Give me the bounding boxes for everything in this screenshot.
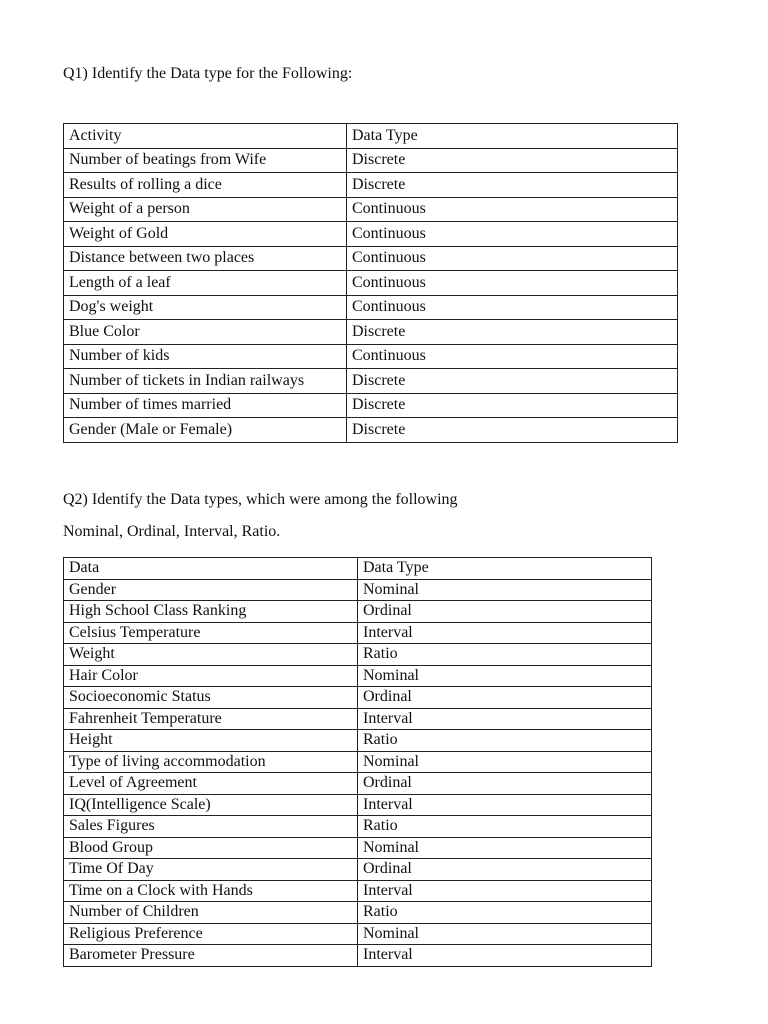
table-row <box>64 601 652 623</box>
q1-heading: Q1) Identify the Data type for the Following: <box>63 65 353 82</box>
row-type-cell: Discrete <box>347 320 678 345</box>
q2-header-row <box>64 558 652 580</box>
row-label-cell: Type of living accommodation <box>64 751 358 773</box>
q2-heading: Q2) Identify the Data types, which were among the following <box>63 491 458 508</box>
table-row <box>64 271 678 296</box>
table-row <box>64 579 652 601</box>
row-type-cell: Ordinal <box>358 859 652 881</box>
q1-header-row <box>64 124 678 149</box>
table-row <box>64 320 678 345</box>
q1-data-type-table <box>63 123 678 443</box>
row-type-cell: Ordinal <box>358 601 652 623</box>
q1-table-body <box>64 124 678 443</box>
row-label-cell: Number of beatings from Wife <box>64 148 347 173</box>
table-row <box>64 295 678 320</box>
row-label-cell: Weight of Gold <box>64 222 347 247</box>
table-row <box>64 859 652 881</box>
q1-header-activity: Activity <box>64 124 347 149</box>
row-type-cell: Ordinal <box>358 773 652 795</box>
row-type-cell: Ratio <box>358 902 652 924</box>
row-type-cell: Discrete <box>347 369 678 394</box>
row-type-cell: Interval <box>358 622 652 644</box>
table-row <box>64 730 652 752</box>
row-type-cell: Nominal <box>358 579 652 601</box>
row-label-cell: Blood Group <box>64 837 358 859</box>
table-row <box>64 773 652 795</box>
row-type-cell: Nominal <box>358 665 652 687</box>
row-label-cell: Hair Color <box>64 665 358 687</box>
table-row <box>64 687 652 709</box>
row-label-cell: Length of a leaf <box>64 271 347 296</box>
row-label-cell: Blue Color <box>64 320 347 345</box>
table-row <box>64 751 652 773</box>
row-label-cell: Time Of Day <box>64 859 358 881</box>
row-label-cell: High School Class Ranking <box>64 601 358 623</box>
row-type-cell: Nominal <box>358 837 652 859</box>
table-row <box>64 173 678 198</box>
row-label-cell: Gender <box>64 579 358 601</box>
table-row <box>64 665 652 687</box>
q2-table-body <box>64 558 652 967</box>
row-type-cell: Interval <box>358 794 652 816</box>
row-type-cell: Ordinal <box>358 687 652 709</box>
table-row <box>64 222 678 247</box>
row-label-cell: IQ(Intelligence Scale) <box>64 794 358 816</box>
row-label-cell: Number of Children <box>64 902 358 924</box>
row-type-cell: Ratio <box>358 816 652 838</box>
row-label-cell: Level of Agreement <box>64 773 358 795</box>
row-type-cell: Discrete <box>347 393 678 418</box>
row-label-cell: Weight <box>64 644 358 666</box>
row-label-cell: Number of kids <box>64 344 347 369</box>
table-row <box>64 923 652 945</box>
table-row <box>64 945 652 967</box>
row-label-cell: Time on a Clock with Hands <box>64 880 358 902</box>
q2-subheading: Nominal, Ordinal, Interval, Ratio. <box>63 523 281 540</box>
row-type-cell: Ratio <box>358 644 652 666</box>
table-row <box>64 644 652 666</box>
row-label-cell: Distance between two places <box>64 246 347 271</box>
row-type-cell: Discrete <box>347 418 678 443</box>
q2-header-data: Data <box>64 558 358 580</box>
row-type-cell: Continuous <box>347 222 678 247</box>
q1-header-data-type: Data Type <box>347 124 678 149</box>
row-label-cell: Weight of a person <box>64 197 347 222</box>
row-label-cell: Height <box>64 730 358 752</box>
row-label-cell: Results of rolling a dice <box>64 173 347 198</box>
row-label-cell: Dog's weight <box>64 295 347 320</box>
table-row <box>64 880 652 902</box>
table-row <box>64 902 652 924</box>
row-label-cell: Sales Figures <box>64 816 358 838</box>
q2-header-data-type: Data Type <box>358 558 652 580</box>
table-row <box>64 344 678 369</box>
row-type-cell: Interval <box>358 708 652 730</box>
row-type-cell: Nominal <box>358 923 652 945</box>
table-row <box>64 246 678 271</box>
row-type-cell: Continuous <box>347 271 678 296</box>
row-type-cell: Interval <box>358 880 652 902</box>
row-type-cell: Nominal <box>358 751 652 773</box>
row-label-cell: Number of times married <box>64 393 347 418</box>
table-row <box>64 794 652 816</box>
table-row <box>64 708 652 730</box>
table-row <box>64 369 678 394</box>
table-row <box>64 622 652 644</box>
row-type-cell: Continuous <box>347 344 678 369</box>
table-row <box>64 393 678 418</box>
row-type-cell: Discrete <box>347 173 678 198</box>
table-row <box>64 197 678 222</box>
row-type-cell: Ratio <box>358 730 652 752</box>
row-type-cell: Continuous <box>347 246 678 271</box>
row-type-cell: Continuous <box>347 295 678 320</box>
row-label-cell: Fahrenheit Temperature <box>64 708 358 730</box>
q2-data-type-table <box>63 557 652 967</box>
row-type-cell: Continuous <box>347 197 678 222</box>
row-label-cell: Religious Preference <box>64 923 358 945</box>
table-row <box>64 816 652 838</box>
row-label-cell: Number of tickets in Indian railways <box>64 369 347 394</box>
row-label-cell: Celsius Temperature <box>64 622 358 644</box>
row-label-cell: Gender (Male or Female) <box>64 418 347 443</box>
row-label-cell: Socioeconomic Status <box>64 687 358 709</box>
table-row <box>64 148 678 173</box>
row-type-cell: Discrete <box>347 148 678 173</box>
row-type-cell: Interval <box>358 945 652 967</box>
table-row <box>64 837 652 859</box>
row-label-cell: Barometer Pressure <box>64 945 358 967</box>
table-row <box>64 418 678 443</box>
